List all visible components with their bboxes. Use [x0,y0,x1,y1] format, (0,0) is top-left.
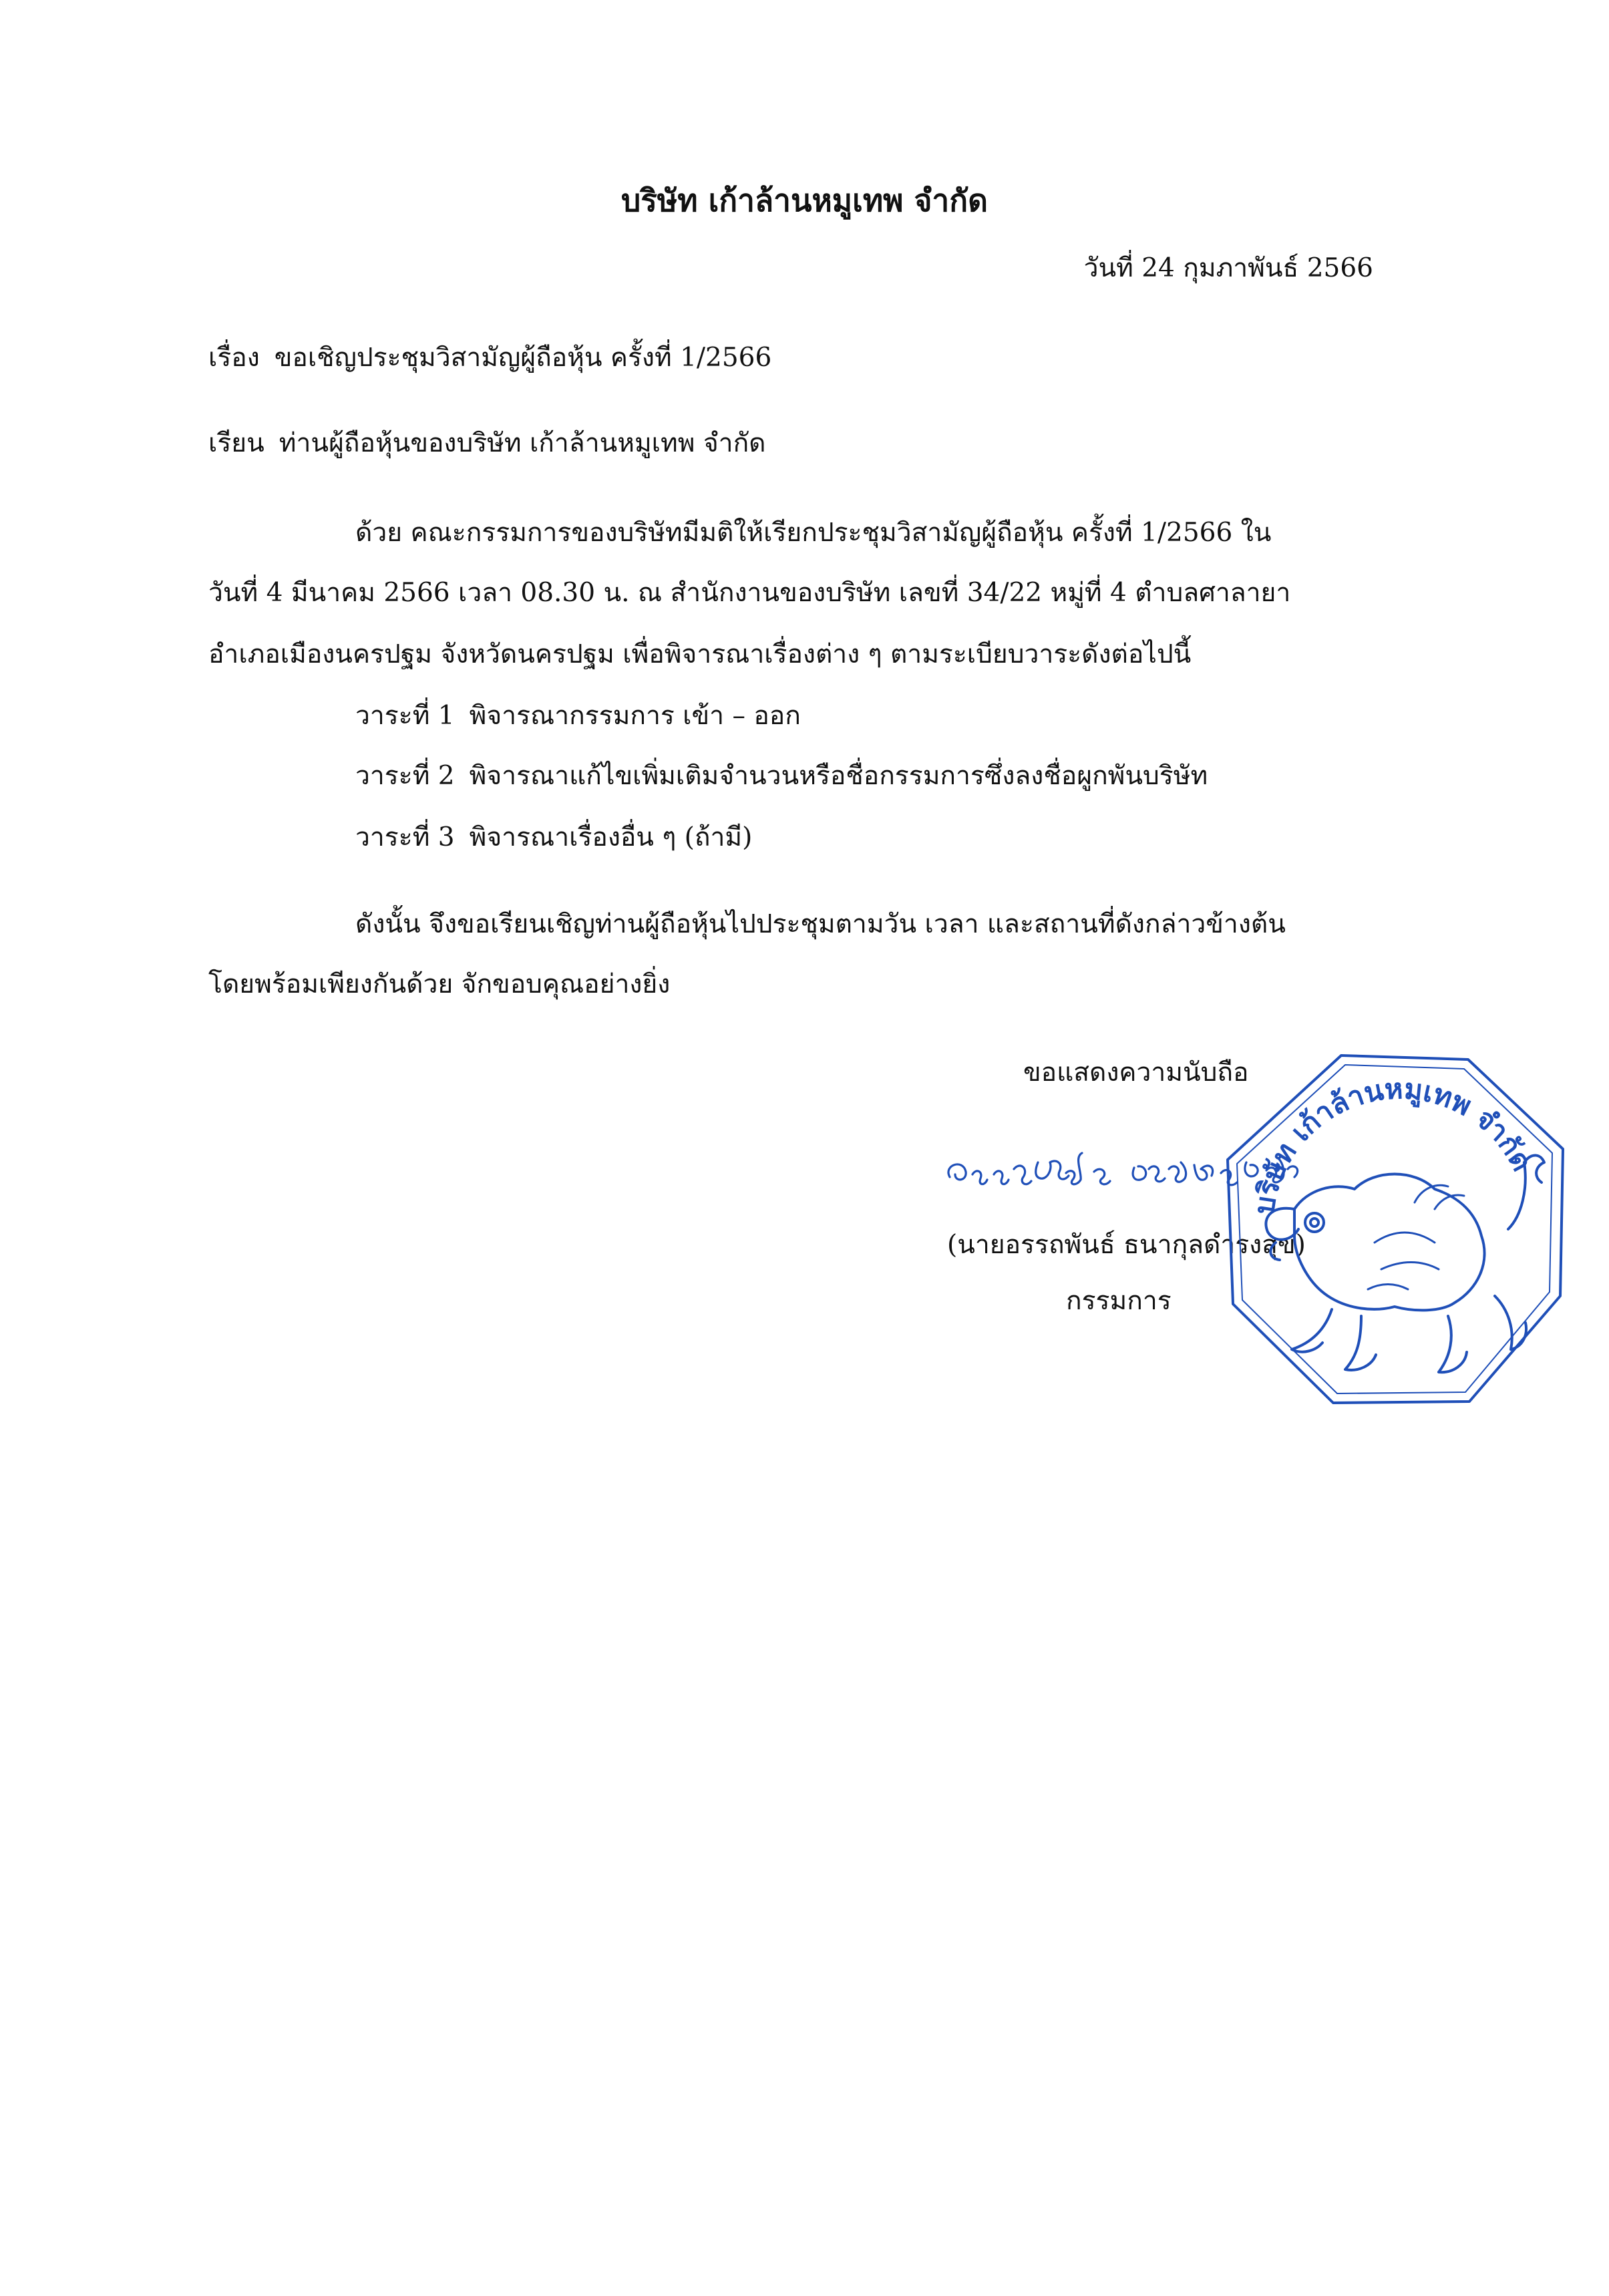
subject-label: เรื่อง [208,343,260,373]
recipient-line [208,425,766,462]
agenda-item-1 [355,697,801,735]
closing-phrase: ขอแสดงความนับถือ [1023,1057,1249,1088]
agenda-item-3-text: พิจารณาเรื่องอื่น ๆ (ถ้ามี) [469,822,753,852]
recipient-label: เรียน [208,428,264,458]
paragraph1-line1: ด้วย คณะกรรมการของบริษัทมีมติให้เรียกประชุมวิสามัญผู้ถือหุ้น ครั้งที่ 1/2566 ใน [355,518,1272,548]
agenda-item-2-text: พิจารณาแก้ไขเพิ่มเติมจำนวนหรือชื่อกรรมการซึ่งลงชื่อผูกพันบริษัท [469,761,1208,791]
svg-text:บริษัท เก้าล้านหมูเทพ จำกัด: บริษัท เก้าล้านหมูเทพ จำกัด [1247,1072,1540,1216]
paragraph1-line2: วันที่ 4 มีนาคม 2566 เวลา 08.30 น. ณ สำนักงานของบริษัท เลขที่ 34/22 หมู่ที่ 4 ตำบลศาลายา [208,578,1291,608]
agenda-item-1-label: วาระที่ 1 [355,701,455,731]
company-seal [1214,1042,1575,1416]
agenda-item-3-label: วาระที่ 3 [355,822,455,852]
agenda-item-2-label: วาระที่ 2 [355,761,455,791]
paragraph2-line2: โดยพร้อมเพียงกันด้วย จักขอบคุณอย่างยิ่ง [208,969,671,999]
signer-name: (นายอรรถพันธ์ ธนากุลดำรงสุข) [947,1230,1306,1260]
company-title: บริษัท เก้าล้านหมูเทพ จำกัด [621,182,988,218]
paragraph2-line1: ดังนั้น จึงขอเรียนเชิญท่านผู้ถือหุ้นไปประชุมตามวัน เวลา และสถานที่ดังกล่าวข้างต้น [355,909,1286,939]
recipient-text: ท่านผู้ถือหุ้นของบริษัท เก้าล้านหมูเทพ จำกัด [279,428,766,458]
paragraph1-line3: อำเภอเมืองนครปฐม จังหวัดนครปฐม เพื่อพิจารณาเรื่องต่าง ๆ ตามระเบียบวาระดังต่อไปนี้ [208,639,1192,669]
agenda-item-1-text: พิจารณากรรมการ เข้า – ออก [469,701,801,731]
agenda-item-3 [355,819,752,856]
agenda-item-2 [355,758,1208,795]
letter-date: วันที่ 24 กุมภาพันธ์ 2566 [1083,253,1373,283]
subject-text: ขอเชิญประชุมวิสามัญผู้ถือหุ้น ครั้งที่ 1/2566 [274,343,772,373]
signer-title: กรรมการ [1066,1286,1172,1316]
subject-line [208,339,771,377]
